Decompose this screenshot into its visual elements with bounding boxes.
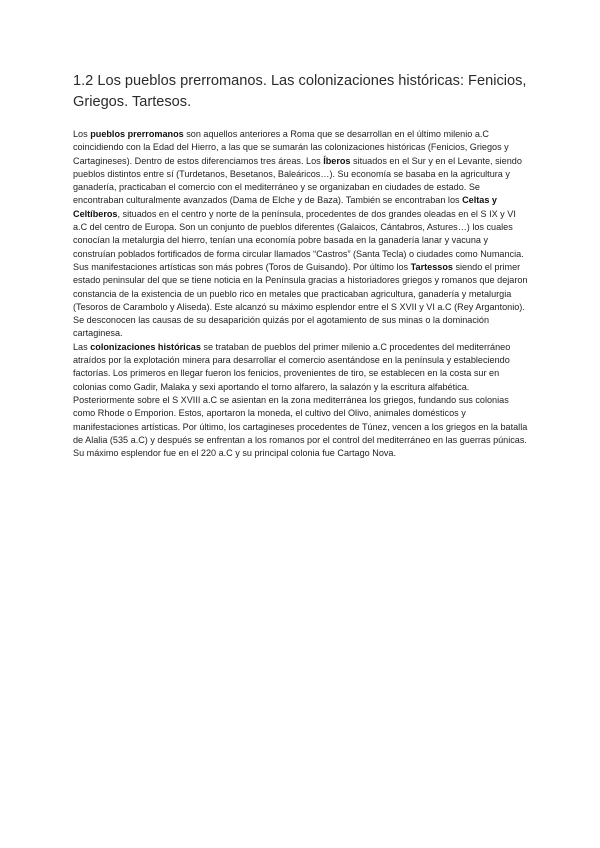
bold-term: pueblos prerromanos bbox=[90, 129, 184, 139]
bold-term: Tartessos bbox=[410, 261, 453, 272]
paragraph-text: Los bbox=[73, 129, 91, 139]
paragraph-text: situados en el Sur y en el Levante, siendo pueblos distintos entre sí (Turdetanos, Besetanos, Baleáricos…). Su economía se basaba en la agricultura y ganadería, practicaban el comercio con el mediterráneo y se organizaban en ciudades de estado. Se encontraban culturalmente avanzados (Dama de Elche y de Baza). También se encontraban los bbox=[73, 155, 522, 206]
body-paragraph bbox=[73, 128, 529, 341]
bold-term: Celtas y Celtíberos bbox=[73, 195, 497, 219]
document-title: 1.2 Los pueblos prerromanos. Las colonizaciones históricas: Fenicios, Griegos. Tartesos. bbox=[73, 73, 527, 110]
paragraph-text: se trataban de pueblos del primer milenio a.C procedentes del mediterráneo atraídos por la explotación minera para desarrollar el comercio asentándose en la península y estableciendo factorías. Los primeros en llegar fueron los fenicios, provenientes de tiro, se establecen en la costa sur en colonias como Gadir, Malaka y sexi aportando el torno alfarero, la salazón y la escritura alfabética. Posteriormente sobre el S XVIII a.C se asientan en la zona mediterránea los griegos, fundando sus colonias como Rhode o Emporion. Estos, aportaron la moneda, el cultivo del Olivo, animales domésticos y manifestaciones artísticas. Por último, los cartagineses procedentes de Túnez, vencen a los griegos en la batalla de Alalia (535 a.C) y después se enfrentan a los romanos por el control del mediterráneo en las guerras púnicas. Su máximo esplendor fue en el 220 a.C y su principal colonia fue Cartago Nova. bbox=[73, 341, 528, 459]
bold-term: colonizaciones históricas bbox=[90, 341, 201, 352]
bold-term: Íberos bbox=[323, 155, 351, 166]
document-body bbox=[73, 128, 529, 460]
paragraph-text: siendo el primer estado peninsular del que se tiene noticia en la Península gracias a historiadores griegos y romanos que dejaron constancia de la existencia de un pueblo rico en metales que practicaban agricultura, ganadería y metalurgia (Tesoros de Carambolo y Aliseda). Este alcanzó su máximo esplendor entre el S XVII y VI a.C (Rey Argantonio). Se desconocen las causas de su desaparición quizás por el agotamiento de sus minas o la dominación cartaginesa. bbox=[73, 261, 528, 339]
paragraph-text: Las bbox=[73, 341, 91, 352]
body-paragraph bbox=[73, 341, 529, 461]
paragraph-text: son aquellos anteriores a Roma que se desarrollan en el último milenio a.C coincidiendo con la Edad del Hierro, a las que se sumarán las colonizaciones históricas (Fenicios, Griegos y Cartagineses). Dentro de estos diferenciamos tres áreas. Los bbox=[73, 129, 509, 166]
paragraph-text: , situados en el centro y norte de la península, procedentes de dos grandes oleadas en el S IX y VI a.C del centro de Europa. Son un conjunto de pueblos diferentes (Galaicos, Cántabros, Astures…) los cuales conocían la metalurgia del hierro, tenían una economía pobre basada en la ganadería lanar y vacuna y construían poblados fortificados de forma circular llamados “Castros” (Santa Tecla) o ciudades como Numancia. Sus manifestaciones artísticas son más pobres (Toros de Guisando). Por último los bbox=[73, 208, 524, 272]
